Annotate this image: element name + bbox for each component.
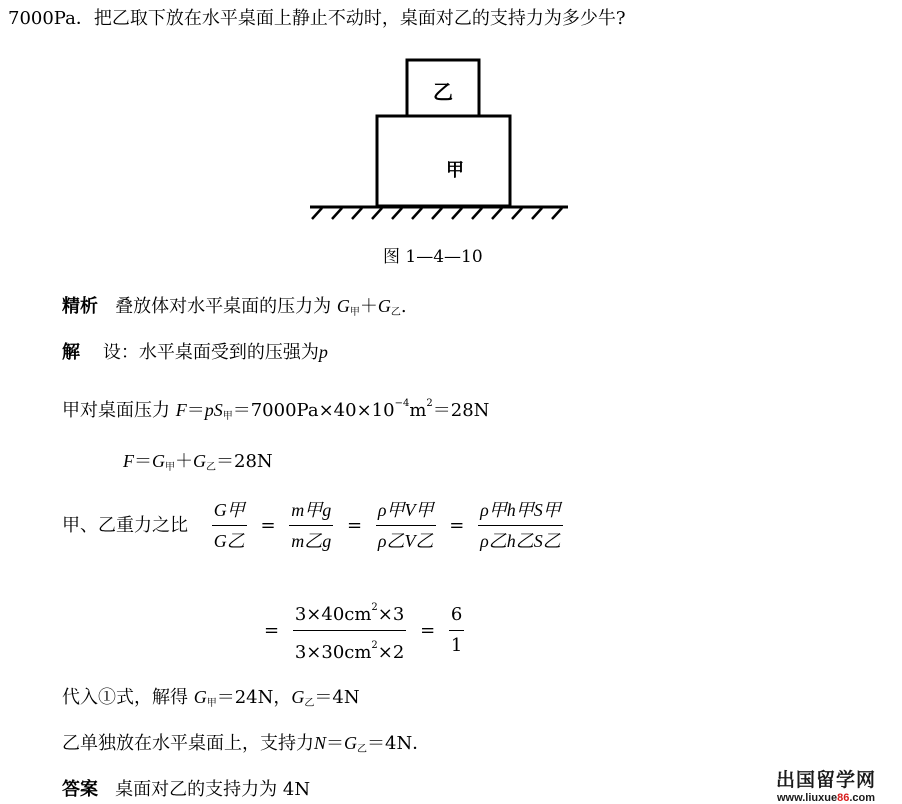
ratio-prefix: 甲、乙重力之比 [62,514,188,536]
watermark-url-c: .com [849,792,876,804]
fraction-denominator: G乙 [213,531,245,551]
analysis-text: 叠放体对水平桌面的压力为 [115,296,332,317]
sub-yi: 乙 [357,744,368,755]
period: . [400,296,407,317]
equals-sign: ＝ [134,451,152,472]
var-N: N [314,733,327,753]
pressure-result: ＝28N [432,400,490,421]
fraction-mg [289,498,333,553]
substitute-line [62,683,360,709]
fraction-result [449,603,464,658]
sub-yi: 乙 [206,462,216,473]
var-G: G [193,451,206,471]
fraction-numerator: m甲g [289,498,333,526]
unit-m: m [409,400,427,421]
var-G: G [336,296,350,316]
pressure-value: ＝7000Pa×40×10 [232,400,395,421]
fraction-rhohS [478,498,563,553]
var-F: F [123,451,134,471]
exponent-2: 2 [371,602,378,613]
fraction-numerator: G甲 [212,498,247,526]
fraction-calc [293,596,407,665]
var-G: G [377,296,391,316]
solution-label: 解 [62,342,80,363]
exponent-2: 2 [371,640,378,651]
figure-caption: 图 1—4—10 [383,247,483,267]
var-F: F [175,400,187,420]
equals-sign: ＝ [326,733,345,754]
exponent: −4 [394,398,410,409]
table-hatching [312,208,562,219]
var-pS: pS [204,400,223,420]
var-G: G [193,687,207,707]
force-result: ＝28N [216,451,273,472]
equals-sign: = [420,619,436,641]
blocks-diagram [300,52,580,227]
plus-sign: ＋ [175,451,193,472]
weight-yi: ＝4N [314,687,360,708]
calc-num-a: 3×40cm [294,604,372,625]
support-text: 乙单独放在水平桌面上，支持力 [62,733,314,754]
watermark-url-b: 86 [837,792,850,804]
sub-jia: 甲 [206,698,217,709]
ratio-line [62,498,567,553]
equals-sign: ＝ [186,400,205,421]
problem-header-text: 7000Pa．把乙取下放在水平桌面上静止不动时，桌面对乙的支持力为多少牛? [8,8,626,29]
equals-sign: = [260,514,276,536]
sub-jia: 甲 [165,462,175,473]
answer-text: 桌面对乙的支持力为 4N [115,779,311,800]
support-line [62,729,430,755]
block-jia-label: 甲 [446,160,464,181]
answer-line [62,775,310,801]
site-watermark [753,765,899,804]
analysis-label: 精析 [62,296,98,317]
problem-header [8,4,626,30]
watermark-title: 出国留学网 [775,770,876,791]
fraction-numerator: ρ甲h甲S甲 [478,498,563,526]
fraction-rhoV [376,498,436,553]
pressure-prefix: 甲对桌面压力 [62,400,170,421]
answer-label: 答案 [62,779,98,800]
stacked-blocks-figure [300,52,580,227]
exponent-2: 2 [426,398,433,409]
calc-num-b: ×3 [377,604,405,625]
watermark-url [753,792,899,804]
var-G: G [291,687,305,707]
fraction-denominator: ρ乙V乙 [377,531,434,551]
weight-jia: ＝24N， [216,687,292,708]
watermark-url-a: www.liuxue [776,792,838,804]
sub-yi: 乙 [390,307,401,318]
block-jia [377,116,510,206]
sub-yi: 乙 [304,698,315,709]
block-yi-label: 乙 [433,80,453,104]
fraction-numerator: ρ甲V甲 [376,498,436,526]
plus-sign: ＋ [359,296,378,317]
var-G: G [152,451,165,471]
var-G: G [344,733,358,753]
sub-jia: 甲 [349,307,360,318]
calc-line [260,596,468,665]
calc-den-a: 3×30cm [294,642,372,663]
substitute-text: 代入①式，解得 [62,687,188,708]
fraction-numerator: 6 [449,603,464,631]
equals-sign: = [449,514,465,536]
sub-jia: 甲 [222,411,233,422]
fraction-denominator: ρ乙h乙S乙 [480,531,561,551]
force-line [123,447,273,473]
solution-line [62,338,328,364]
equals-sign: = [264,619,280,641]
fraction-G [212,498,247,553]
calc-den-b: ×2 [377,642,405,663]
analysis-line [62,292,407,318]
var-p: p [318,342,328,362]
fraction-denominator [293,631,407,665]
pressure-line [62,396,489,422]
support-value: ＝4N． [367,733,431,754]
fraction-denominator: m乙g [291,531,332,551]
fraction-denominator: 1 [450,635,463,656]
equals-sign: = [347,514,363,536]
fraction-numerator [293,596,407,631]
solution-text: 设：水平桌面受到的压强为 [102,342,319,363]
